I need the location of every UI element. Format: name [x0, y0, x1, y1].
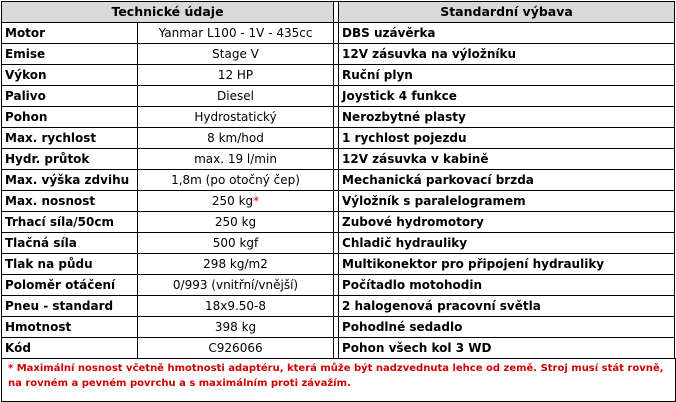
- spec-label: Hydr. průtok: [2, 149, 138, 170]
- table-row: [2, 254, 675, 275]
- table-row: [2, 128, 675, 149]
- equipment-item: Nerozbytné plasty: [339, 107, 675, 128]
- equipment-item: Pohodlné sedadlo: [339, 317, 675, 338]
- spec-label: Tlačná síla: [2, 233, 138, 254]
- table-row: [2, 86, 675, 107]
- spec-label: Tlak na půdu: [2, 254, 138, 275]
- table-row: [2, 233, 675, 254]
- spec-value-text: 398 kg: [214, 320, 257, 334]
- spec-value-text: Stage V: [212, 47, 259, 61]
- table-row: [2, 275, 675, 296]
- spec-value: [138, 254, 334, 275]
- equipment-item: Počítadlo motohodin: [339, 275, 675, 296]
- spec-value-text: 298 kg/m2: [203, 257, 268, 271]
- spec-label: Pneu - standard: [2, 296, 138, 317]
- table-row: [2, 296, 675, 317]
- table-row: [2, 44, 675, 65]
- tech-header: Technické údaje: [2, 2, 334, 23]
- spec-value-text: 250 kg: [214, 215, 257, 229]
- footnote: * Maximální nosnost včetně hmotnosti adaptéru, která může být nadzvednuta lehce od země. Stroj musí stát rovně, na rovném a pevném povrchu a s maximálním proti závažím.: [1, 358, 676, 402]
- spec-value-text: max. 19 l/min: [194, 152, 277, 166]
- spec-label: Max. rychlost: [2, 128, 138, 149]
- spec-value: [138, 65, 334, 86]
- equipment-item: 2 halogenová pracovní světla: [339, 296, 675, 317]
- spec-value-text: C926066: [208, 341, 263, 355]
- spec-value-text: 0/993 (vnitřní/vnější): [172, 278, 299, 292]
- equipment-item: Joystick 4 funkce: [339, 86, 675, 107]
- spec-label: Motor: [2, 23, 138, 44]
- equipment-item: Mechanická parkovací brzda: [339, 170, 675, 191]
- spec-label: Hmotnost: [2, 317, 138, 338]
- table-row: [2, 107, 675, 128]
- footnote-marker: *: [253, 194, 260, 208]
- spec-value: [138, 296, 334, 317]
- equipment-item: Zubové hydromotory: [339, 212, 675, 233]
- spec-value-text: 18x9.50-8: [204, 299, 267, 313]
- spec-rows: [2, 23, 675, 359]
- spec-label: Kód: [2, 338, 138, 359]
- spec-label: Poloměr otáčení: [2, 275, 138, 296]
- equipment-item: Pohon všech kol 3 WD: [339, 338, 675, 359]
- spec-value: [138, 233, 334, 254]
- equipment-item: Ruční plyn: [339, 65, 675, 86]
- equipment-item: 12V zásuvka v kabině: [339, 149, 675, 170]
- spec-value: [138, 212, 334, 233]
- spec-table: [1, 1, 675, 359]
- spec-value: [138, 317, 334, 338]
- spec-label: Max. nosnost: [2, 191, 138, 212]
- spec-value: [138, 338, 334, 359]
- spec-value: [138, 149, 334, 170]
- equipment-item: 1 rychlost pojezdu: [339, 128, 675, 149]
- spec-value: [138, 107, 334, 128]
- spec-value-text: 8 km/hod: [207, 131, 264, 145]
- spec-label: Emise: [2, 44, 138, 65]
- table-row: [2, 149, 675, 170]
- equipment-item: 12V zásuvka na výložníku: [339, 44, 675, 65]
- spec-value: [138, 275, 334, 296]
- spec-value: [138, 86, 334, 107]
- header-row: [2, 2, 675, 23]
- table-row: [2, 170, 675, 191]
- spec-value-text: 12 HP: [217, 68, 254, 82]
- spec-value-text: Diesel: [217, 89, 254, 103]
- equipment-item: Multikonektor pro připojení hydrauliky: [339, 254, 675, 275]
- table-row: [2, 317, 675, 338]
- spec-value-text: 1,8m (po otočný čep): [171, 173, 300, 187]
- table-row: [2, 212, 675, 233]
- spec-value: [138, 128, 334, 149]
- spec-value-text: 500 kgf: [212, 236, 259, 250]
- spec-label: Palivo: [2, 86, 138, 107]
- equipment-item: DBS uzávěrka: [339, 23, 675, 44]
- spec-label: Trhací síla/50cm: [2, 212, 138, 233]
- spec-value-text: 250 kg: [211, 194, 254, 208]
- spec-value-text: Hydrostatický: [194, 110, 277, 124]
- spec-value: [138, 191, 334, 212]
- table-row: [2, 338, 675, 359]
- spec-value: [138, 23, 334, 44]
- spec-label: Výkon: [2, 65, 138, 86]
- equipment-item: Výložník s paralelogramem: [339, 191, 675, 212]
- spec-value: [138, 170, 334, 191]
- table-row: [2, 191, 675, 212]
- table-row: [2, 65, 675, 86]
- spec-value-text: Yanmar L100 - 1V - 435cc: [158, 26, 313, 40]
- equip-header: Standardní výbava: [339, 2, 675, 23]
- spec-label: Pohon: [2, 107, 138, 128]
- equipment-item: Chladič hydrauliky: [339, 233, 675, 254]
- table-row: [2, 23, 675, 44]
- spec-label: Max. výška zdvihu: [2, 170, 138, 191]
- spec-value: [138, 44, 334, 65]
